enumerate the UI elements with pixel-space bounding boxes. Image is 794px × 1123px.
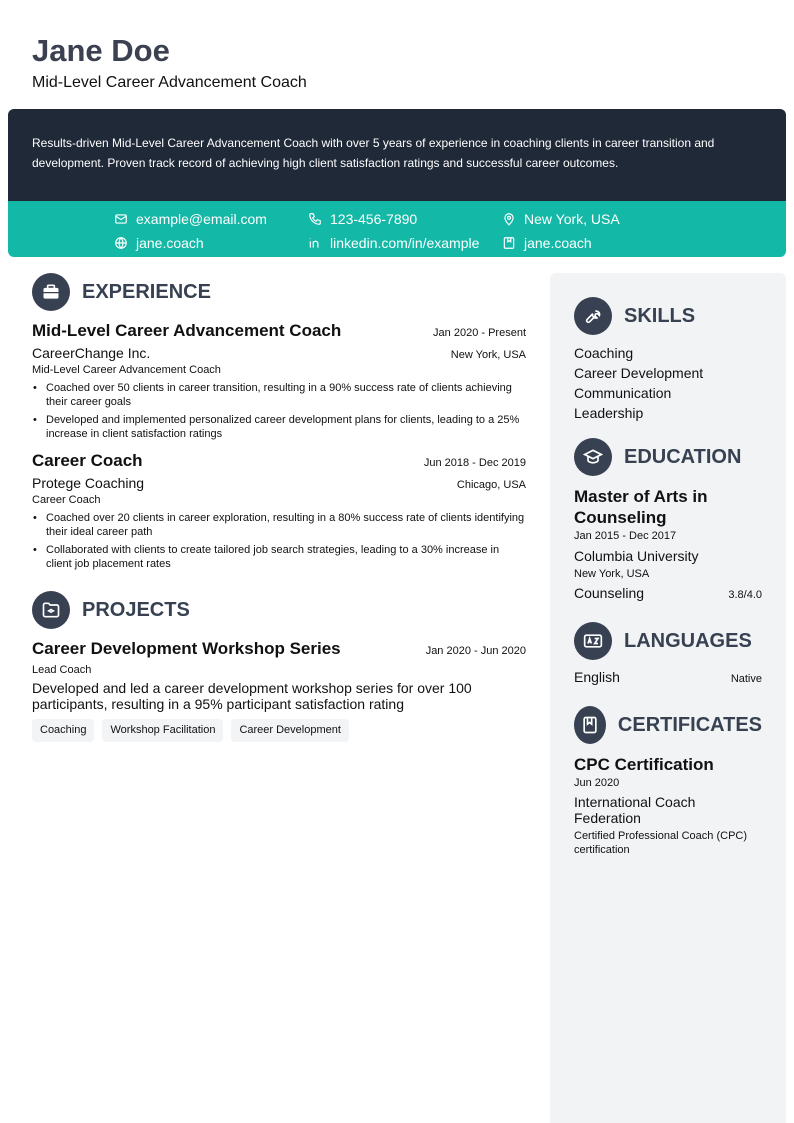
job-bullets <box>32 381 526 441</box>
job-bullets <box>32 511 526 571</box>
contact-phone[interactable] <box>308 210 417 228</box>
translate-icon <box>574 622 612 660</box>
person-name: Jane Doe <box>32 33 170 68</box>
list-item: Coaching <box>574 345 634 361</box>
contact-website[interactable] <box>114 234 204 252</box>
linkedin-text: linkedin.com/in/example <box>330 235 480 251</box>
contact-location <box>502 210 620 228</box>
sidebar <box>550 273 786 1123</box>
phone-text: 123-456-7890 <box>330 211 418 227</box>
job-date: Jan 2020 - Present <box>433 327 526 339</box>
tag: Workshop Facilitation <box>102 719 223 742</box>
job-title: Career Coach <box>32 451 143 470</box>
location-text: New York, USA <box>524 211 620 227</box>
skills-list <box>574 343 762 423</box>
list-item: • Developed and implemented personalized career development plans for clients, leading to a 25% increase in client satisfaction ratings <box>32 413 526 441</box>
tag: Career Development <box>231 719 349 742</box>
project-date: Jan 2020 - Jun 2020 <box>425 645 526 657</box>
education-location: New York, USA <box>574 568 650 580</box>
website-text: jane.coach <box>136 235 204 251</box>
education-item <box>574 486 762 602</box>
resume-header <box>32 32 307 92</box>
email-text: example@email.com <box>136 211 267 227</box>
languages-title: LANGUAGES <box>624 629 752 652</box>
project-item <box>32 639 526 742</box>
summary-box <box>8 109 786 257</box>
graduation-cap-icon <box>574 438 612 476</box>
language-name: English <box>574 669 620 685</box>
job-role: Mid-Level Career Advancement Coach <box>32 364 221 376</box>
education-gpa: 3.8/4.0 <box>728 589 762 601</box>
person-title: Mid-Level Career Advancement Coach <box>32 74 307 91</box>
list-item: • Collaborated with clients to create tailored job search strategies, leading to a 30% increase in client job placement rates <box>32 543 526 571</box>
certificates-header <box>574 706 762 744</box>
certificate-issuer: International Coach Federation <box>574 794 696 826</box>
contact-linkedin[interactable] <box>308 234 479 252</box>
job-company: Protege Coaching <box>32 475 145 491</box>
languages-header <box>574 622 762 660</box>
tag: Coaching <box>32 719 94 742</box>
job-company: CareerChange Inc. <box>32 345 151 361</box>
contact-email[interactable] <box>114 210 267 228</box>
education-school: Columbia University <box>574 548 699 564</box>
list-item: • Coached over 20 clients in career exploration, resulting in a 80% success rate of clients identifying their ideal career path <box>32 511 526 539</box>
experience-item <box>32 451 526 571</box>
bookmark-icon <box>502 236 516 250</box>
education-field: Counseling <box>574 585 645 601</box>
job-role: Career Coach <box>32 494 101 506</box>
experience-header <box>32 273 526 311</box>
briefcase-icon <box>32 273 70 311</box>
job-location: New York, USA <box>450 349 526 361</box>
certificates-title: CERTIFICATES <box>617 713 762 736</box>
list-item: Career Development <box>574 365 704 381</box>
certificate-date: Jun 2020 <box>574 777 620 789</box>
job-location: Chicago, USA <box>456 479 526 491</box>
education-degree: Master of Arts in Counseling <box>574 487 708 527</box>
skills-header <box>574 297 762 335</box>
project-title: Career Development Workshop Series <box>32 639 341 658</box>
project-description: Developed and led a career development workshop series for over 100 participants, resulting in a 95% participant satisfaction rating <box>32 680 472 712</box>
portfolio-text: jane.coach <box>524 235 592 251</box>
list-item: Leadership <box>574 405 644 421</box>
contact-bar <box>8 201 786 257</box>
job-title: Mid-Level Career Advancement Coach <box>32 321 342 340</box>
book-icon <box>574 706 606 744</box>
education-title: EDUCATION <box>624 445 742 468</box>
map-pin-icon <box>502 212 516 226</box>
experience-item <box>32 321 526 441</box>
education-header <box>574 438 762 476</box>
language-level: Native <box>730 673 762 685</box>
folder-icon <box>32 591 70 629</box>
projects-header <box>32 591 526 629</box>
job-date: Jun 2018 - Dec 2019 <box>423 457 526 469</box>
certificate-description: Certified Professional Coach (CPC) certification <box>574 830 748 856</box>
education-date: Jan 2015 - Dec 2017 <box>574 530 677 542</box>
skills-title: SKILLS <box>624 304 696 327</box>
main-column <box>32 273 526 742</box>
globe-icon <box>114 236 128 250</box>
experience-title: EXPERIENCE <box>82 280 211 303</box>
certificate-item <box>574 754 762 857</box>
contact-portfolio[interactable] <box>502 234 592 252</box>
project-role: Lead Coach <box>32 664 92 676</box>
wrench-icon <box>574 297 612 335</box>
project-tags <box>32 719 526 742</box>
certificate-name: CPC Certification <box>574 755 714 774</box>
linkedin-icon <box>308 236 322 250</box>
summary-text: Results-driven Mid-Level Career Advancement Coach with over 5 years of experience in coaching clients in career transition and development. Proven track record of achieving high client satisfaction ratings and successful career outcomes. <box>8 109 786 201</box>
list-item: Communication <box>574 385 672 401</box>
language-item <box>574 668 762 686</box>
projects-title: PROJECTS <box>82 598 190 621</box>
list-item: • Coached over 50 clients in career transition, resulting in a 90% success rate of clients achieving their career goals <box>32 381 526 409</box>
phone-icon <box>308 212 322 226</box>
mail-icon <box>114 212 128 226</box>
